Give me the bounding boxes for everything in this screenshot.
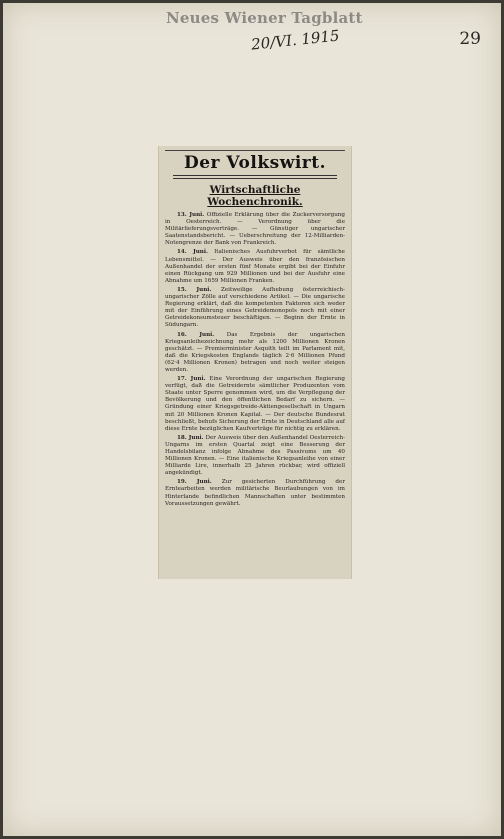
entry-text: Das Ergebnis der ungarischen Kriegsanleihezeichnung mehr als 1200 Millionen Kronen geschätzt. — Premierminister Asquith teilt im Parlament mit, daß die Kriegskosten Englands täglich 2·6 Millionen Pfund (62·4 Millionen Kronen) betragen und noch weiter steigen werden.	[165, 331, 345, 373]
newspaper-clipping	[158, 146, 352, 579]
masthead-rule	[173, 175, 337, 179]
entry-text: Zur gesicherten Durchführung der Erntearbeiten werden militärische Beurlaubungen von im Hinterlande befindlichen Mannschaften unter bestimmten Voraussetzungen gewährt.	[165, 479, 345, 507]
page-number: 29	[459, 29, 481, 49]
chronicle-entry	[165, 376, 345, 433]
archive-sheet	[3, 3, 501, 836]
entry-date: 13. Juni.	[177, 212, 205, 218]
handwritten-date: 20/VI. 1915	[250, 26, 341, 54]
chronicle-entry	[165, 287, 345, 330]
entry-text: Der Ausweis über den Außenhandel Oesterreich-Ungarns im ersten Quartal zeigt eine Besserung der Handelsbilanz infolge Abnahme des Passivums um 40 Millionen Kronen. — Eine italienische Kriegsanleihe von einer Milliarde Lire, innerhalb 25 Jahren rückbar, wird offiziell angekündigt.	[165, 434, 346, 477]
entry-text: Offizielle Erklärung über die Zuckerversorgung in Oesterreich. — Verordnung über die Militärlieferungsverträge. — Günstiger ungarischer Saatenstandsbericht. — Ueberschreitung der 12-Milliarden-Notengrenze der Bank von Frankreich.	[165, 212, 345, 247]
entry-date: 15. Juni.	[177, 286, 212, 293]
chronicle-entry	[165, 249, 345, 284]
entry-date: 17. Juni.	[177, 376, 206, 383]
entry-date: 19. Juni.	[177, 479, 212, 486]
chronicle-entry	[165, 435, 345, 478]
newspaper-stamp: Neues Wiener Tagblatt	[166, 9, 363, 27]
entry-date: 18. Juni.	[177, 434, 204, 441]
chronicle-entry	[165, 479, 345, 507]
entry-text: Eine Verordnung der ungarischen Regierung verfügt, daß die Getreidernte sämtlicher Produzenten vom Staate unter Sperre genommen wird, um die Verpflegung der Bevölkerung und den öffentlichen Bedarf zu sichern. — Gründung einer Kriegsgetreide-Aktiengesellschaft in Ungarn mit 20 Millionen Kronen Kapital. — Der deutsche Bundesrat beschließt, behufs Sicherung der Ernte in Deutschland alle auf diese Ernte bezüglichen Kaufverträge für nichtig zu erklären.	[165, 376, 345, 432]
entry-date: 14. Juni.	[177, 249, 208, 256]
top-rule	[165, 150, 345, 151]
clipping-subtitle: Wirtschaftliche Wochenchronik.	[207, 184, 303, 208]
entry-text: Italienisches Ausfuhrverbot für sämtliche Lebensmittel. — Der Ausweis über den französischen Außenhandel der ersten fünf Monate ergibt bei der Einfuhr einen Rückgang um 929 Millionen und bei der Ausfuhr eine Abnahme um 1659 Millionen Franken.	[165, 249, 345, 284]
entry-text: Zeitweilige Aufhebung österreichisch-ungarischer Zölle auf verschiedene Artikel. — Die ungarische Regierung erklärt, daß die kompetenten Faktoren sich weder mit der Einführung eines Getreidemonopols noch mit einer Getreidekonsumsteuer beschäftigen. — Beginn der Ernte in Südungarn.	[165, 286, 346, 329]
clipping-masthead: Der Volkswirt.	[183, 153, 327, 173]
chronicle-entry	[165, 332, 345, 375]
entry-date: 16. Juni.	[177, 331, 215, 338]
chronicle-entry	[165, 212, 345, 247]
